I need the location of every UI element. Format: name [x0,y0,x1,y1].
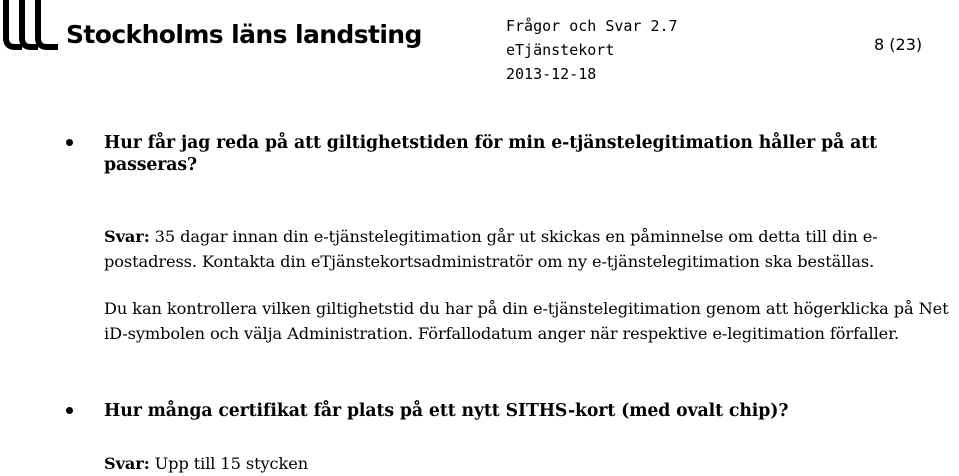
answer-text: Upp till 15 stycken [149,454,309,473]
answer-2 [104,451,956,476]
bullet-icon [66,139,73,146]
answer-1-extra: Du kan kontrollera vilken giltighetstid du har på din e-tjänstelegitimation genom att högerklicka på Net iD-symbolen och välja Administration. Förfallodatum anger när respektive e-legitimation förfaller. [104,299,949,343]
page-number: 8 (23) [874,35,923,54]
question-2: Hur många certifikat får plats på ett nytt SITHS-kort (med ovalt chip)? [104,401,789,421]
answer-1 [104,224,956,274]
bullet-icon [66,407,73,414]
answer-label: Svar: [104,227,150,246]
answer-label: Svar: [104,454,150,473]
doc-subject: eTjänstekort [506,41,615,59]
logo-wordmark: Stockholms läns landsting [66,20,422,49]
doc-date: 2013-12-18 [506,65,597,83]
sll-logo-mark [0,0,62,52]
sll-logo [0,0,420,60]
question-1: Hur får jag reda på att giltighetstiden för min e-tjänstelegitimation håller på att passeras? [104,133,877,175]
answer-text: 35 dagar innan din e-tjänstelegitimation går ut skickas en påminnelse om detta till din e-postadress. Kontakta din eTjänstekortsadministratör om ny e-tjänstelegitimation ska beställas. [104,227,878,271]
document-meta [506,14,678,86]
doc-title: Frågor och Svar 2.7 [506,17,678,35]
